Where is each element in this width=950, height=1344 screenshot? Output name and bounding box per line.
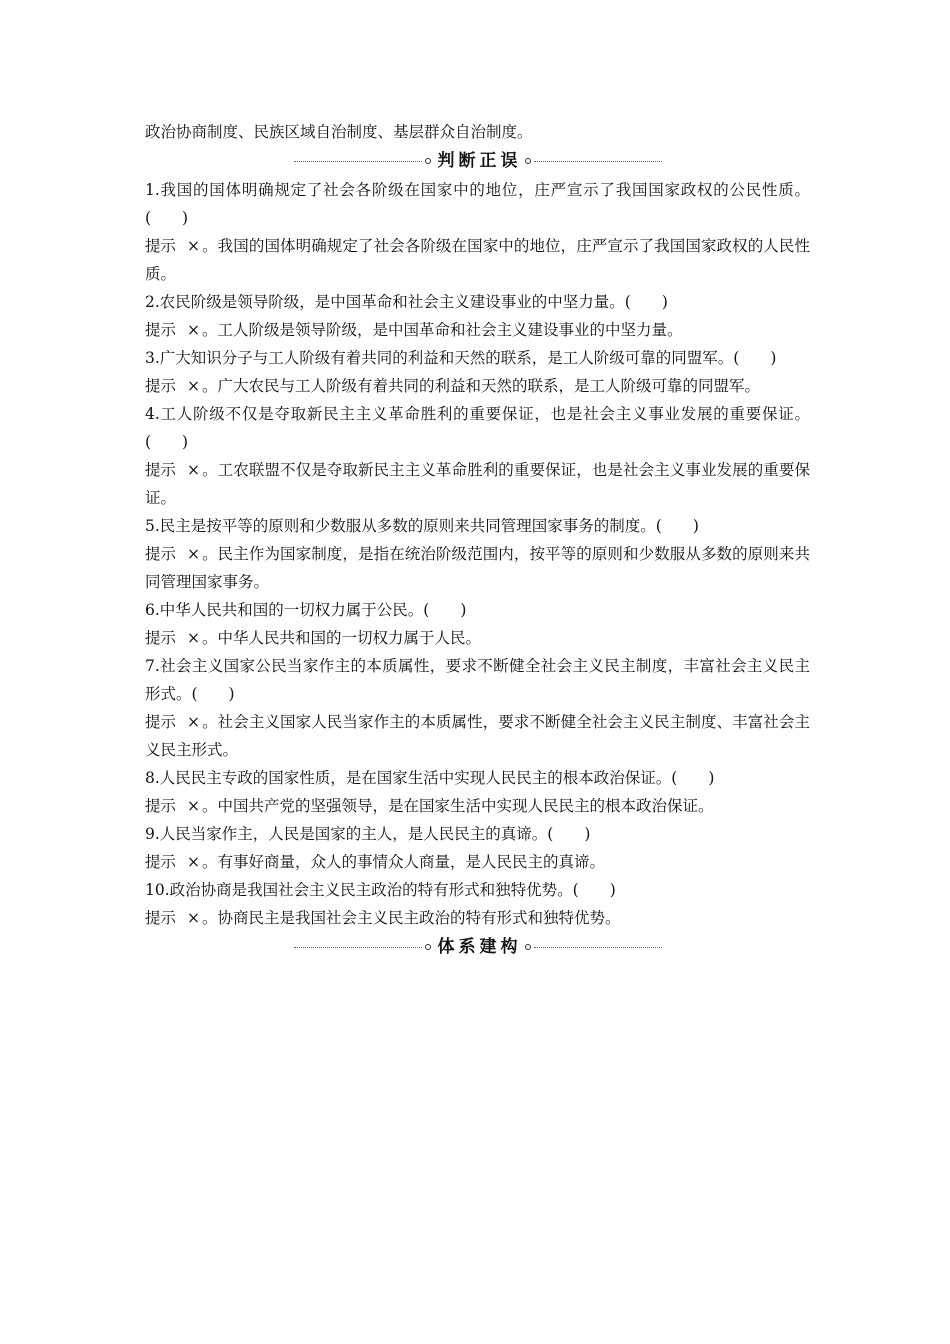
hint-text: 。中华人民共和国的一切权力属于人民。 bbox=[202, 629, 482, 647]
judgement-list bbox=[145, 176, 810, 932]
dotted-rule-left bbox=[294, 161, 422, 162]
hint-label: 提示 bbox=[145, 321, 177, 339]
hint-text: 。我国的国体明确规定了社会各阶级在国家中的地位，庄严宣示了我国国家政权的人民性质。 bbox=[145, 237, 810, 283]
hint-line bbox=[145, 232, 810, 288]
cross-mark: × bbox=[187, 713, 200, 731]
dotted-rule-right bbox=[534, 947, 662, 948]
hint-line bbox=[145, 540, 810, 596]
dotted-rule-left bbox=[294, 947, 422, 948]
intro-line: 政治协商制度、民族区域自治制度、基层群众自治制度。 bbox=[145, 123, 533, 141]
question-text: 9.人民当家作主，人民是国家的主人，是人民民主的真谛。( ) bbox=[145, 825, 591, 843]
hint-label: 提示 bbox=[145, 797, 177, 815]
list-item bbox=[145, 764, 810, 820]
section-header-structure bbox=[145, 932, 810, 962]
cross-mark: × bbox=[187, 377, 200, 395]
hint-text: 。工农联盟不仅是夺取新民主主义革命胜利的重要保证，也是社会主义事业发展的重要保证。 bbox=[145, 461, 810, 507]
question-text: 8.人民民主专政的国家性质，是在国家生活中实现人民民主的根本政治保证。( ) bbox=[145, 769, 715, 787]
question-text: 6.中华人民共和国的一切权力属于公民。( ) bbox=[145, 601, 467, 619]
hint-label: 提示 bbox=[145, 629, 177, 647]
list-item bbox=[145, 400, 810, 512]
question-text: 1.我国的国体明确规定了社会各阶级在国家中的地位，庄严宣示了我国国家政权的公民性质。( ) bbox=[145, 181, 810, 227]
list-item bbox=[145, 288, 810, 344]
hint-text: 。有事好商量，众人的事情众人商量，是人民民主的真谛。 bbox=[202, 853, 606, 871]
list-item bbox=[145, 876, 810, 932]
cross-mark: × bbox=[187, 237, 200, 255]
cross-mark: × bbox=[187, 461, 200, 479]
question-text: 4.工人阶级不仅是夺取新民主主义革命胜利的重要保证，也是社会主义事业发展的重要保证。( ) bbox=[145, 405, 810, 451]
cross-mark: × bbox=[187, 853, 200, 871]
hint-text: 。中国共产党的坚强领导，是在国家生活中实现人民民主的根本政治保证。 bbox=[202, 797, 714, 815]
list-item bbox=[145, 820, 810, 876]
question-text: 2.农民阶级是领导阶级，是中国革命和社会主义建设事业的中坚力量。( ) bbox=[145, 293, 668, 311]
hint-text: 。社会主义国家人民当家作主的本质属性，要求不断健全社会主义民主制度、丰富社会主义民主形式。 bbox=[145, 713, 810, 759]
cross-mark: × bbox=[187, 797, 200, 815]
hint-line bbox=[145, 372, 810, 400]
list-item bbox=[145, 344, 810, 400]
cross-mark: × bbox=[187, 545, 200, 563]
section-header-judgement bbox=[145, 146, 810, 176]
hint-label: 提示 bbox=[145, 545, 177, 563]
list-item bbox=[145, 512, 810, 596]
hint-line bbox=[145, 792, 810, 820]
question-text: 5.民主是按平等的原则和少数服从多数的原则来共同管理国家事务的制度。( ) bbox=[145, 517, 699, 535]
cross-mark: × bbox=[187, 321, 200, 339]
hint-text: 。协商民主是我国社会主义民主政治的特有形式和独特优势。 bbox=[202, 909, 621, 927]
document-page bbox=[145, 118, 810, 962]
hint-label: 提示 bbox=[145, 713, 177, 731]
section-title: 判断正误 bbox=[437, 151, 522, 171]
section-title: 体系建构 bbox=[437, 937, 522, 957]
dotted-rule-right bbox=[534, 161, 662, 162]
hint-label: 提示 bbox=[145, 853, 177, 871]
question-text: 3.广大知识分子与工人阶级有着共同的利益和天然的联系，是工人阶级可靠的同盟军。( ) bbox=[145, 349, 777, 367]
circle-ornament-icon bbox=[425, 944, 431, 950]
question-text: 10.政治协商是我国社会主义民主政治的特有形式和独特优势。( ) bbox=[145, 881, 616, 899]
hint-label: 提示 bbox=[145, 377, 177, 395]
list-item bbox=[145, 596, 810, 652]
circle-ornament-icon bbox=[525, 944, 531, 950]
circle-ornament-icon bbox=[425, 158, 431, 164]
hint-line bbox=[145, 316, 810, 344]
hint-line bbox=[145, 708, 810, 764]
list-item bbox=[145, 176, 810, 288]
list-item bbox=[145, 652, 810, 764]
hint-label: 提示 bbox=[145, 237, 177, 255]
cross-mark: × bbox=[187, 629, 200, 647]
hint-line bbox=[145, 904, 810, 932]
hint-text: 。广大农民与工人阶级有着共同的利益和天然的联系，是工人阶级可靠的同盟军。 bbox=[202, 377, 761, 395]
circle-ornament-icon bbox=[525, 158, 531, 164]
hint-label: 提示 bbox=[145, 461, 177, 479]
hint-line bbox=[145, 456, 810, 512]
hint-line bbox=[145, 848, 810, 876]
cross-mark: × bbox=[187, 909, 200, 927]
hint-text: 。民主作为国家制度，是指在统治阶级范围内，按平等的原则和少数服从多数的原则来共同管理国家事务。 bbox=[145, 545, 810, 591]
hint-line bbox=[145, 624, 810, 652]
hint-label: 提示 bbox=[145, 909, 177, 927]
hint-text: 。工人阶级是领导阶级，是中国革命和社会主义建设事业的中坚力量。 bbox=[202, 321, 683, 339]
question-text: 7.社会主义国家公民当家作主的本质属性，要求不断健全社会主义民主制度，丰富社会主义民主形式。( ) bbox=[145, 657, 810, 703]
